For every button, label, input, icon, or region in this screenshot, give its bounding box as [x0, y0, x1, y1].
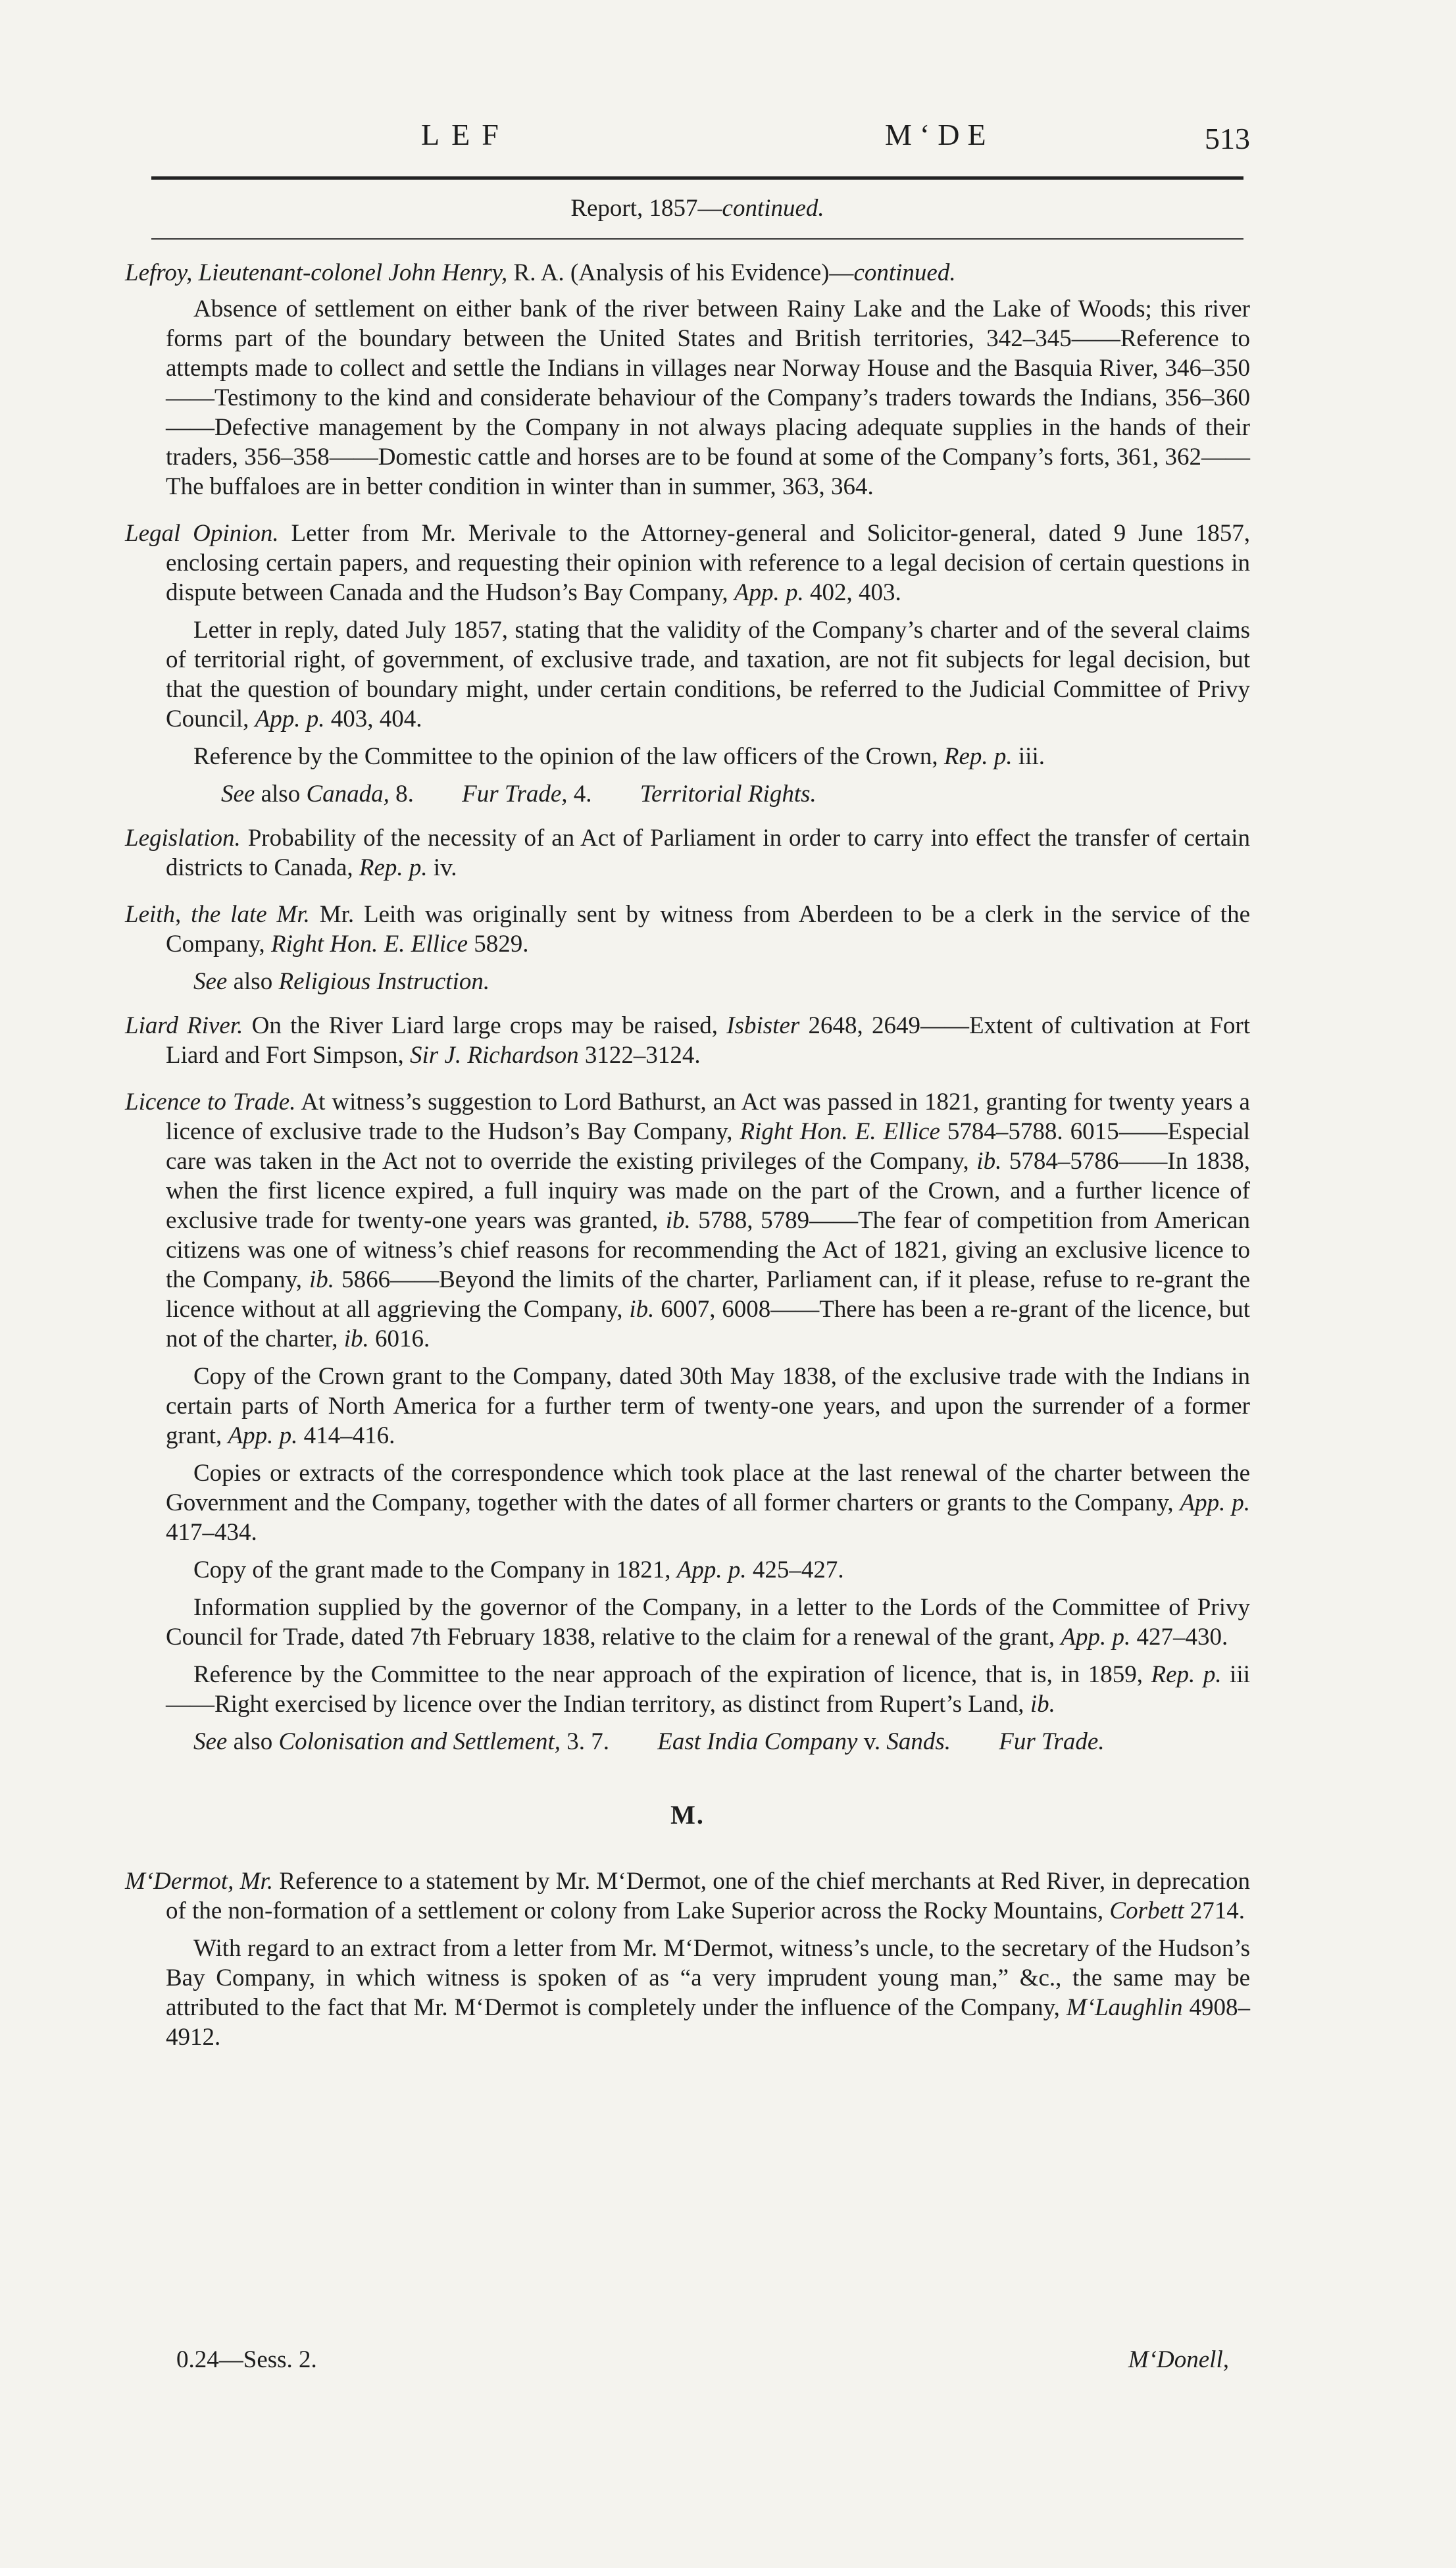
catchword: M‘Donell, — [1128, 2346, 1229, 2373]
entry-text: Absence of settlement on either bank of the river between Rainy Lake and the Lake of Woods; this river forms part of the boundary between the United States and British territories, 342–345——Reference to attempts made to collect and settle the Indians in villages near Norway House and the Basquia River, 346–350——Testimony to the kind and considerate behaviour of the Company’s traders towards the Indians, 356–360——Defective management by the Company in not always placing adequate supplies in the hands of their traders, 356–358——Domestic cattle and horses are to be found at some of the Company’s forts, 361, 362——The buffaloes are in better condition in winter than in summer, 363, 364. — [166, 295, 1250, 500]
entry-paragraph: Letter in reply, dated July 1857, stating that the validity of the Company’s charter and of the several claims of territorial right, of government, of exclusive trade, and taxation, are not fit subjects for legal decision, but that the question of boundary might, under certain conditions, be referred to the Judicial Committee of Privy Council, App. p. 403, 404. — [166, 617, 1250, 732]
header-rule — [151, 176, 1243, 180]
entry-paragraph: With regard to an extract from a letter from Mr. M‘Dermot, witness’s uncle, to the secretary of the Hudson’s Bay Company, in which witness is spoken of as “a very imprudent young man,” &c., the same may be attributed to the fact that Mr. M‘Dermot is completely under the influence of the Company, M‘Laughlin 4908–4912. — [166, 1935, 1251, 2051]
subtitle-rule — [151, 238, 1243, 240]
cross-reference: East India Company — [657, 1728, 858, 1755]
running-head — [151, 117, 1250, 170]
rank: R. A. — [513, 259, 565, 286]
sessional-number: 0.24—Sess. 2. — [176, 2346, 317, 2373]
cross-reference: Religious Instruction. — [278, 968, 490, 995]
index-entry-legal-opinion: Legal Opinion. Letter from Mr. Merivale to the Attorney-general and Solicitor-general, dated 9 June 1857, enclosing certain papers, and requesting their opinion with reference to a legal decision of certain questions in dispute between Canada and the Hudson’s Bay Company, App. p. 402, 403. — [125, 520, 1251, 606]
see-also-line: See also Canada, 8. Fur Trade, 4. Territorial Rights. — [221, 781, 816, 808]
index-entry-lefroy: Lefroy, Lieutenant-colonel John Henry, R. A. (Analysis of his Evidence)—continued. — [125, 259, 956, 286]
report-subtitle: Report, 1857—continued. — [570, 195, 824, 222]
entry-heading: Leith, the late Mr. — [125, 901, 310, 928]
cross-reference: Fur Trade, — [462, 781, 568, 808]
index-entry-legislation: Legislation. Probability of the necessity of an Act of Parliament in order to carry into effect the transfer of certain districts to Canada, Rep. p. iv. — [125, 825, 1251, 881]
entry-heading: Legal Opinion. — [125, 520, 279, 547]
entry-heading: M‘Dermot, Mr. — [125, 1868, 274, 1895]
entry-heading: Liard River. — [125, 1012, 243, 1039]
entry-paragraph: Reference by the Committee to the near approach of the expiration of licence, that is, in 1859, Rep. p. iii——Right exercised by licence over the Indian territory, as distinct from Rupert’s Land, ib. — [166, 1661, 1250, 1718]
index-entry-mdermot: M‘Dermot, Mr. Reference to a statement by Mr. M‘Dermot, one of the chief merchants at Red River, in deprecation of the non-formation of a settlement or colony from Lake Superior across the Rocky Mountains, Corbett 2714. — [125, 1868, 1251, 1924]
running-head-left: LEF — [421, 118, 511, 151]
page-number: 513 — [1205, 122, 1250, 155]
entry-paragraph: Information supplied by the governor of the Company, in a letter to the Lords of the Committee of Privy Council for Trade, dated 7th February 1838, relative to the claim for a renewal of the grant, App. p. 427–430. — [166, 1594, 1250, 1651]
entry-paragraph: Reference by the Committee to the opinion of the law officers of the Crown, Rep. p. iii. — [193, 743, 1045, 770]
entry-paragraph: Copy of the grant made to the Company in 1821, App. p. 425–427. — [193, 1556, 844, 1583]
running-head-right: M‘DE — [885, 118, 994, 151]
see-also-line: See also Colonisation and Settlement, 3. 7. East India Company v. Sands. Fur Trade. — [193, 1728, 1105, 1755]
index-entry-licence-to-trade: Licence to Trade. At witness’s suggestion to Lord Bathurst, an Act was passed in 1821, granting for twenty years a licence of exclusive trade to the Hudson’s Bay Company, Right Hon. E. Ellice 5784–5788. 6015——Especial care was taken in the Act not to override the existing privileges of the Company, ib. 5784–5786——In 1838, when the first licence expired, a full inquiry was made on the part of the Crown, and a further licence of exclusive trade for twenty-one years was granted, ib. 5788, 5789——The fear of competition from American citizens was one of witness’s chief reasons for recommending the Act of 1821, giving an exclusive licence to the Company, ib. 5866——Beyond the limits of the charter, Parliament can, if it please, refuse to re-grant the licence without at all aggrieving the Company, ib. 6007, 6008——There has been a re-grant of the licence, but not of the charter, ib. 6016. — [125, 1089, 1251, 1352]
page-footer — [176, 2346, 1229, 2385]
section-letter: M. — [670, 1800, 705, 1830]
index-body — [125, 258, 1250, 2060]
cross-reference: Fur Trade. — [999, 1728, 1105, 1755]
cross-reference: Colonisation and Settlement, — [278, 1728, 561, 1755]
entry-heading: Lefroy, Lieutenant-colonel John Henry, — [125, 259, 508, 286]
cross-reference: Canada, — [306, 781, 389, 808]
entry-paragraph: Copies or extracts of the correspondence which took place at the last renewal of the charter between the Government and the Company, together with the dates of all former charters or grants to the Company, App. p. 417–434. — [166, 1460, 1251, 1546]
index-entry-leith: Leith, the late Mr. Mr. Leith was originally sent by witness from Aberdeen to be a clerk in the service of the Company, Right Hon. E. Ellice 5829. — [125, 901, 1250, 958]
entry-paragraph: Copy of the Crown grant to the Company, dated 30th May 1838, of the exclusive trade with the Indians in certain parts of North America for a further term of twenty-one years, and upon the surrender of a former grant, App. p. 414–416. — [166, 1363, 1250, 1449]
entry-heading: Licence to Trade. — [125, 1089, 296, 1116]
see-also-line: See also Religious Instruction. — [193, 968, 490, 995]
entry-heading: Legislation. — [125, 825, 241, 852]
index-entry-liard-river: Liard River. On the River Liard large crops may be raised, Isbister 2648, 2649——Extent of cultivation at Fort Liard and Fort Simpson, Sir J. Richardson 3122–3124. — [125, 1012, 1251, 1069]
cross-reference: Territorial Rights. — [640, 781, 816, 808]
